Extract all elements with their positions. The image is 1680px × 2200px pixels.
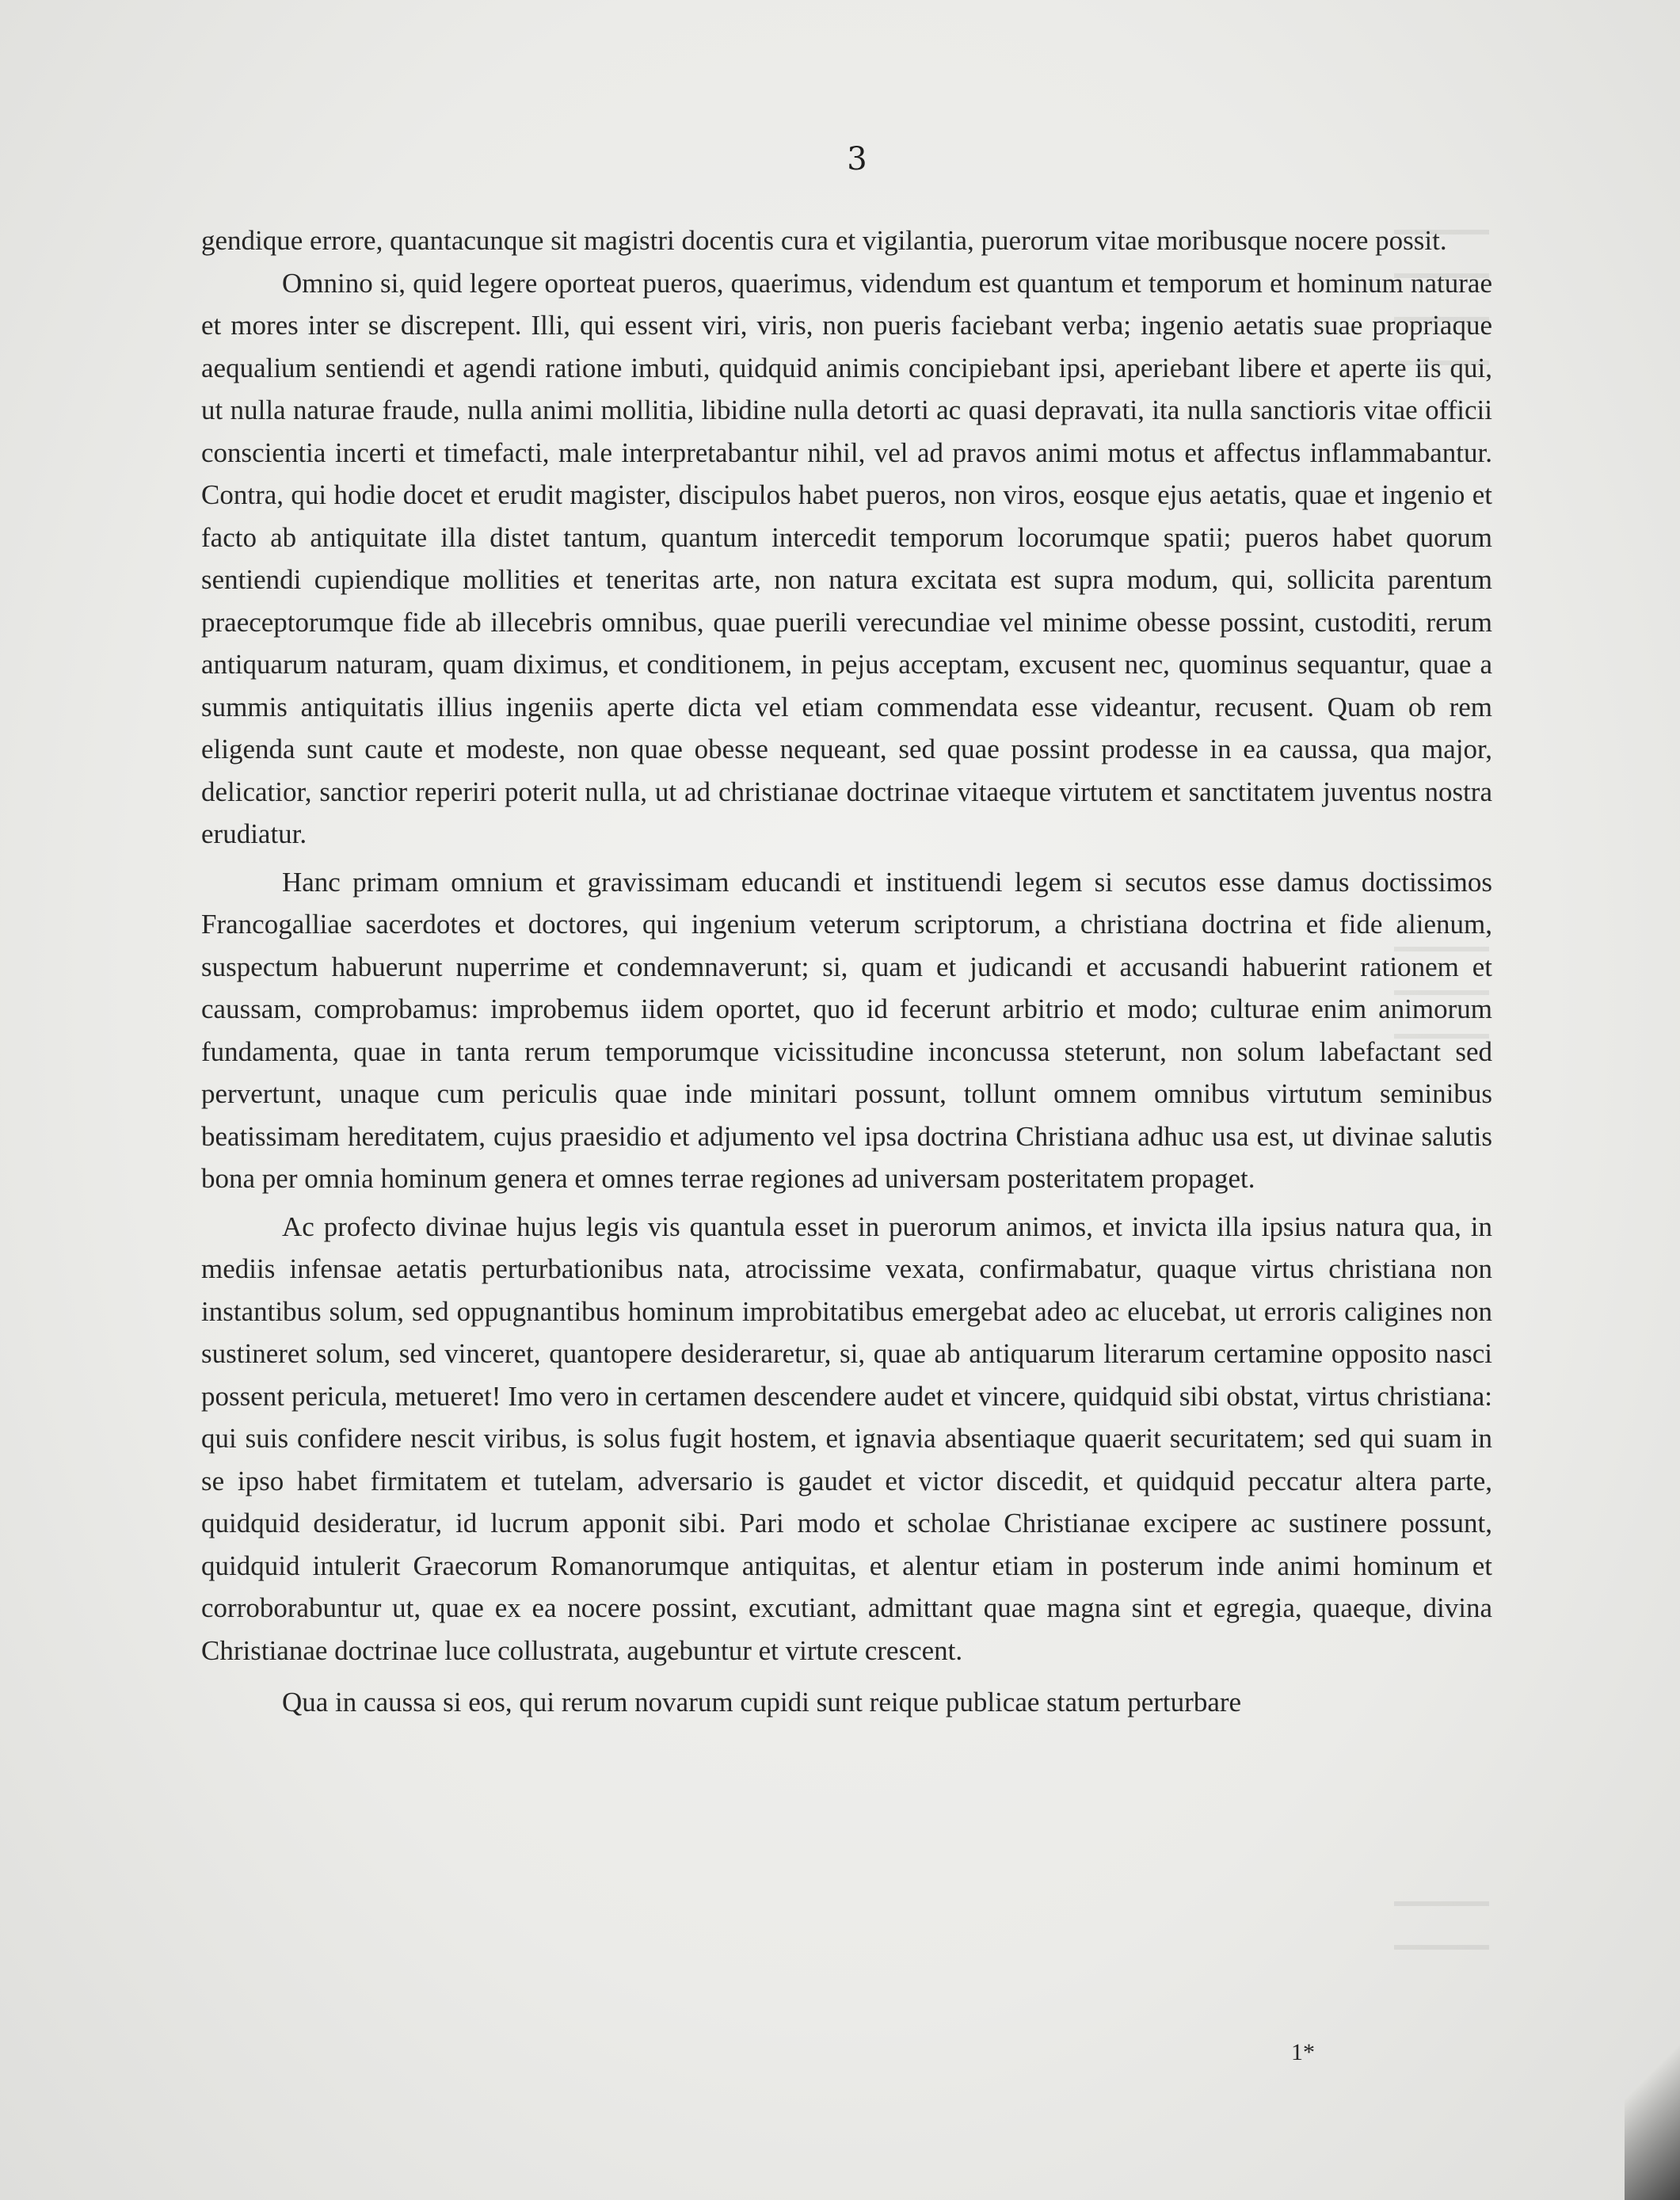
paragraph: gendique errore, quantacunque sit magistri docentis cura et vigilantia, puerorum vitae moribusque nocere possit. — [201, 225, 1447, 256]
page-number: 3 — [847, 141, 867, 177]
paragraph: Ac profecto divinae hujus legis vis quantula esset in puerorum animos, et invicta illa ipsius natura qua, in mediis infensae aetatis perturbationibus nata, atrocissime vexata, confirmabatur, quaque virtus christiana non instantibus solum, sed oppugnantibus hominum improbitatibus emergebat adeo ac elucebat, ut erroris caligines non sustineret solum, sed vinceret, quantopere desideraretur, si, quae ab antiquarum literarum certamine opposito nasci possent pericula, metueret! Imo vero in certamen descendere audet et vincere, quidquid sibi obstat, virtus christiana: qui suis confidere nescit viribus, is solus fugit hostem, et ignavia absentiaque quaerit securitatem; sed qui suam in se ipso habet firmitatem et tutelam, adversario is gaudet et victor discedit, et quidquid peccatur altera parte, quidquid desideratur, id lucrum apponit sibi. Pari modo et scholae Christianae excipere ac sustinere possunt, quidquid intulerit Graecorum Romanorumque antiquitas, et alentur etiam in posterum inde animi hominum et corroborabuntur ut, quae ex ea nocere possint, excutiant, admittant quae magna sint et egregia, quaeque, divina Christianae doctrinae luce collustrata, augebuntur et virtute crescent. — [201, 1211, 1492, 1666]
page-corner-shadow — [1625, 1994, 1680, 2200]
signature-mark: 1* — [1291, 2039, 1315, 2065]
paragraph: Hanc primam omnium et gravissimam educandi et instituendi legem si secutos esse damus doctissimos Francogalliae sacerdotes et doctores, qui ingenium veterum scriptorum, a christiana doctrina et fide alienum, suspectum habuerunt nuperrime et condemnaverunt; si, quam et judicandi et accusandi habuerint rationem et caussam, comprobamus: improbemus iidem oportet, quo id fecerunt arbitrio et modo; culturae enim animorum fundamenta, quae in tanta rerum temporumque vicissitudine inconcussa steterunt, non solum labefactant sed pervertunt, unaque cum periculis quae inde minitari possunt, tollunt omnem omnibus virtutum seminibus beatissimam hereditatem, cujus praesidio et adjumento vel ipsa doctrina Christiana adhuc usa est, ut divinae salutis bona per omnia hominum genera et omnes terrae regiones ad universam posteritatem propaget. — [201, 866, 1492, 1194]
paragraph: Qua in caussa si eos, qui rerum novarum cupidi sunt reique publicae statum perturbare — [282, 1687, 1242, 1718]
paragraph: Omnino si, quid legere oporteat pueros, quaerimus, videndum est quantum et temporum et hominum naturae et mores inter se discrepent. Illi, qui essent viri, viris, non pueris faciebant verba; ingenio aetatis suae propriaque aequalium sentiendi et agendi ratione imbuti, quidquid animis concipiebant ipsi, aperiebant libere et aperte iis qui, ut nulla naturae fraude, nulla animi mollitia, libidine nulla detorti ac quasi depravati, ita nulla sanctioris vitae officii conscientia incerti et timefacti, male interpretabantur nihil, vel ad pravos animi motus et affectus inflammabantur. Contra, qui hodie docet et erudit magister, discipulos habet pueros, non viros, eosque ejus aetatis, quae et ingenio et facto ab antiquitate illa distet tantum, quantum intercedit temporum locorumque spatii; pueros habet quorum sentiendi cupiendique mollities et teneritas arte, non natura excitata est supra modum, qui, sollicita parentum praeceptorumque fide ab illecebris omnibus, quae puerili verecundiae vel minime obesse possint, custoditi, rerum antiquarum naturam, quam diximus, et conditionem, in pejus acceptam, excusent nec, quominus sequantur, quae a summis antiquitatis illius ingeniis aperte dicta vel etiam commendata esse videantur, recusent. Quam ob rem eligenda sunt caute et modeste, non quae obesse nequeant, sed quae possint prodesse in ea caussa, qua major, delicatior, sanctior reperiri poterit nulla, ut ad christianae doctrinae vitaeque virtutem et sanctitatem juventus nostra erudiatur. — [201, 267, 1492, 849]
body-text — [201, 219, 1492, 1724]
